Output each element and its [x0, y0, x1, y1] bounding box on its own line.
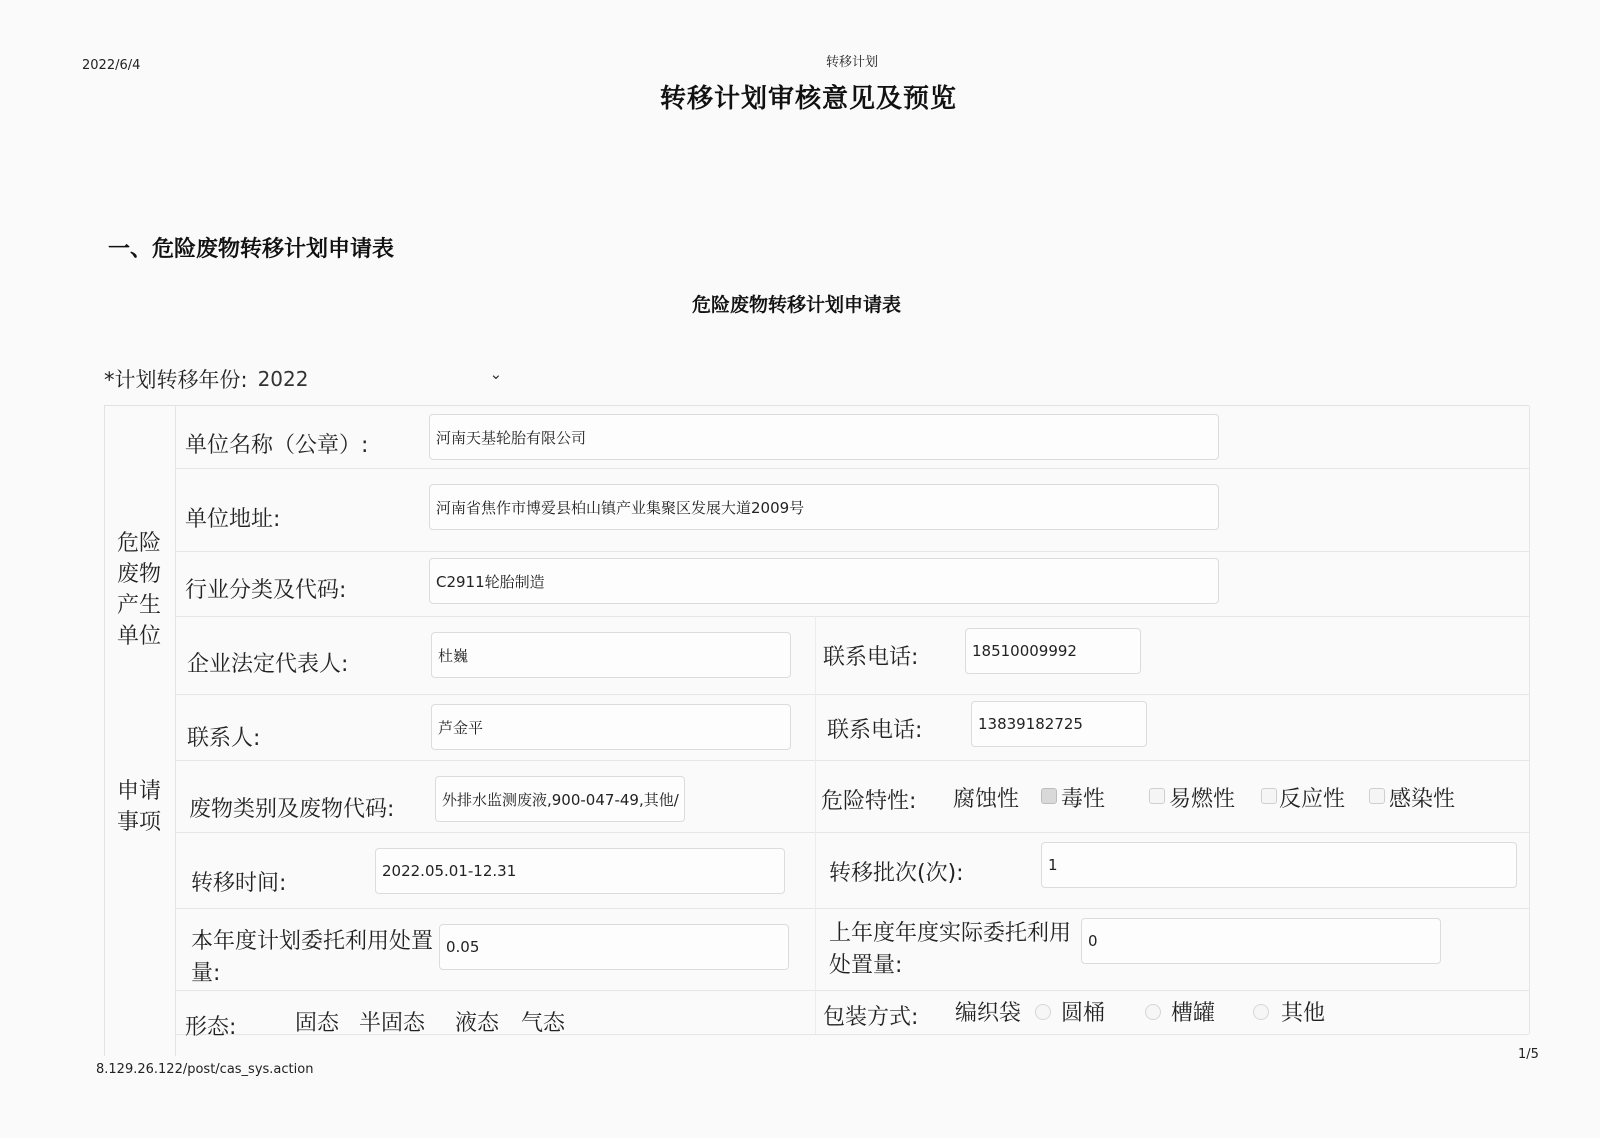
unit-name-label: 单位名称（公章）: [185, 433, 369, 458]
side-label-application: 申请事项 [117, 779, 162, 835]
print-date: 2022/6/4 [82, 58, 141, 73]
phone1-field[interactable]: 18510009992 [965, 628, 1141, 674]
row-divider [175, 832, 1529, 833]
year-row [104, 364, 508, 394]
last-amount-field[interactable]: 0 [1081, 918, 1441, 964]
column-divider [815, 616, 816, 1034]
state-option-semisolid[interactable]: 半固态 [359, 1011, 426, 1036]
last-amount-label: 上年度年度实际委托利用处置量: [829, 921, 1072, 978]
hazard-option-infectious[interactable]: 感染性 [1389, 787, 1456, 812]
packaging-radio-drum[interactable] [1035, 1004, 1051, 1020]
packaging-radio-tank[interactable] [1145, 1004, 1161, 1020]
form-title: 危险废物转移计划申请表 [692, 294, 902, 316]
side-column [105, 406, 176, 1056]
row-divider [175, 551, 1529, 552]
year-select[interactable] [258, 367, 508, 391]
hazard-option-corrosive[interactable]: 腐蚀性 [953, 787, 1020, 812]
phone2-field[interactable]: 13839182725 [971, 701, 1147, 747]
row-divider [175, 760, 1529, 761]
phone2-label: 联系电话: [827, 718, 923, 743]
column-divider [1529, 406, 1530, 1034]
address-label: 单位地址: [185, 507, 281, 532]
phone1-label: 联系电话: [823, 645, 919, 670]
hazard-checkbox-infectious[interactable] [1369, 788, 1385, 804]
hazard-label: 危险特性: [821, 789, 917, 814]
print-header: 转移计划 [826, 55, 879, 70]
packaging-option-other[interactable]: 其他 [1281, 1001, 1326, 1026]
application-form [104, 405, 1529, 1056]
contact-field[interactable]: 芦金平 [431, 704, 791, 750]
hazard-checkbox-flammable[interactable] [1149, 788, 1165, 804]
packaging-option-tank[interactable]: 槽罐 [1171, 1001, 1216, 1026]
side-label-producer: 危险废物产生单位 [117, 531, 162, 649]
chevron-down-icon: ⌄ [489, 365, 503, 383]
row-divider [175, 694, 1529, 695]
transfer-time-label: 转移时间: [191, 871, 287, 896]
row-divider [175, 990, 1529, 991]
industry-label: 行业分类及代码: [185, 578, 347, 603]
row-divider [175, 616, 1529, 617]
state-option-liquid[interactable]: 液态 [455, 1011, 500, 1036]
hazard-option-toxic[interactable]: 毒性 [1061, 787, 1106, 812]
legal-rep-field[interactable]: 杜巍 [431, 632, 791, 678]
state-option-solid[interactable]: 固态 [295, 1011, 340, 1036]
section-title: 一、危险废物转移计划申请表 [108, 237, 395, 262]
packaging-label: 包装方式: [823, 1005, 919, 1030]
address-field[interactable]: 河南省焦作市博爱县柏山镇产业集聚区发展大道2009号 [429, 484, 1219, 530]
unit-name-field[interactable]: 河南天基轮胎有限公司 [429, 414, 1219, 460]
contact-label: 联系人: [187, 726, 261, 751]
row-divider [175, 908, 1529, 909]
year-value: 2022 [257, 367, 309, 391]
legal-rep-label: 企业法定代表人: [187, 652, 349, 677]
hazard-option-flammable[interactable]: 易燃性 [1169, 787, 1236, 812]
packaging-radio-other[interactable] [1253, 1004, 1269, 1020]
hazard-checkbox-reactive[interactable] [1261, 788, 1277, 804]
batches-label: 转移批次(次): [829, 861, 964, 886]
page-number: 1/5 [1518, 1047, 1539, 1062]
plan-amount-field[interactable]: 0.05 [439, 924, 789, 970]
plan-amount-label: 本年度计划委托利用处置量: [191, 929, 434, 986]
hazard-option-reactive[interactable]: 反应性 [1279, 787, 1346, 812]
batches-field[interactable]: 1 [1041, 842, 1517, 888]
packaging-option-woven-bag[interactable]: 编织袋 [955, 1001, 1022, 1026]
document-title: 转移计划审核意见及预览 [660, 84, 958, 114]
year-label: *计划转移年份: [104, 368, 248, 392]
waste-code-label: 废物类别及废物代码: [189, 797, 395, 822]
state-label: 形态: [185, 1015, 237, 1040]
row-divider [175, 468, 1529, 469]
packaging-option-drum[interactable]: 圆桶 [1061, 1001, 1106, 1026]
state-option-gas[interactable]: 气态 [521, 1011, 566, 1036]
hazard-checkbox-toxic[interactable] [1041, 788, 1057, 804]
waste-code-field[interactable]: 外排水监测废液,900-047-49,其他/ [435, 776, 685, 822]
print-url: 8.129.26.122/post/cas_sys.action [96, 1062, 314, 1077]
transfer-time-field[interactable]: 2022.05.01-12.31 [375, 848, 785, 894]
industry-field[interactable]: C2911轮胎制造 [429, 558, 1219, 604]
